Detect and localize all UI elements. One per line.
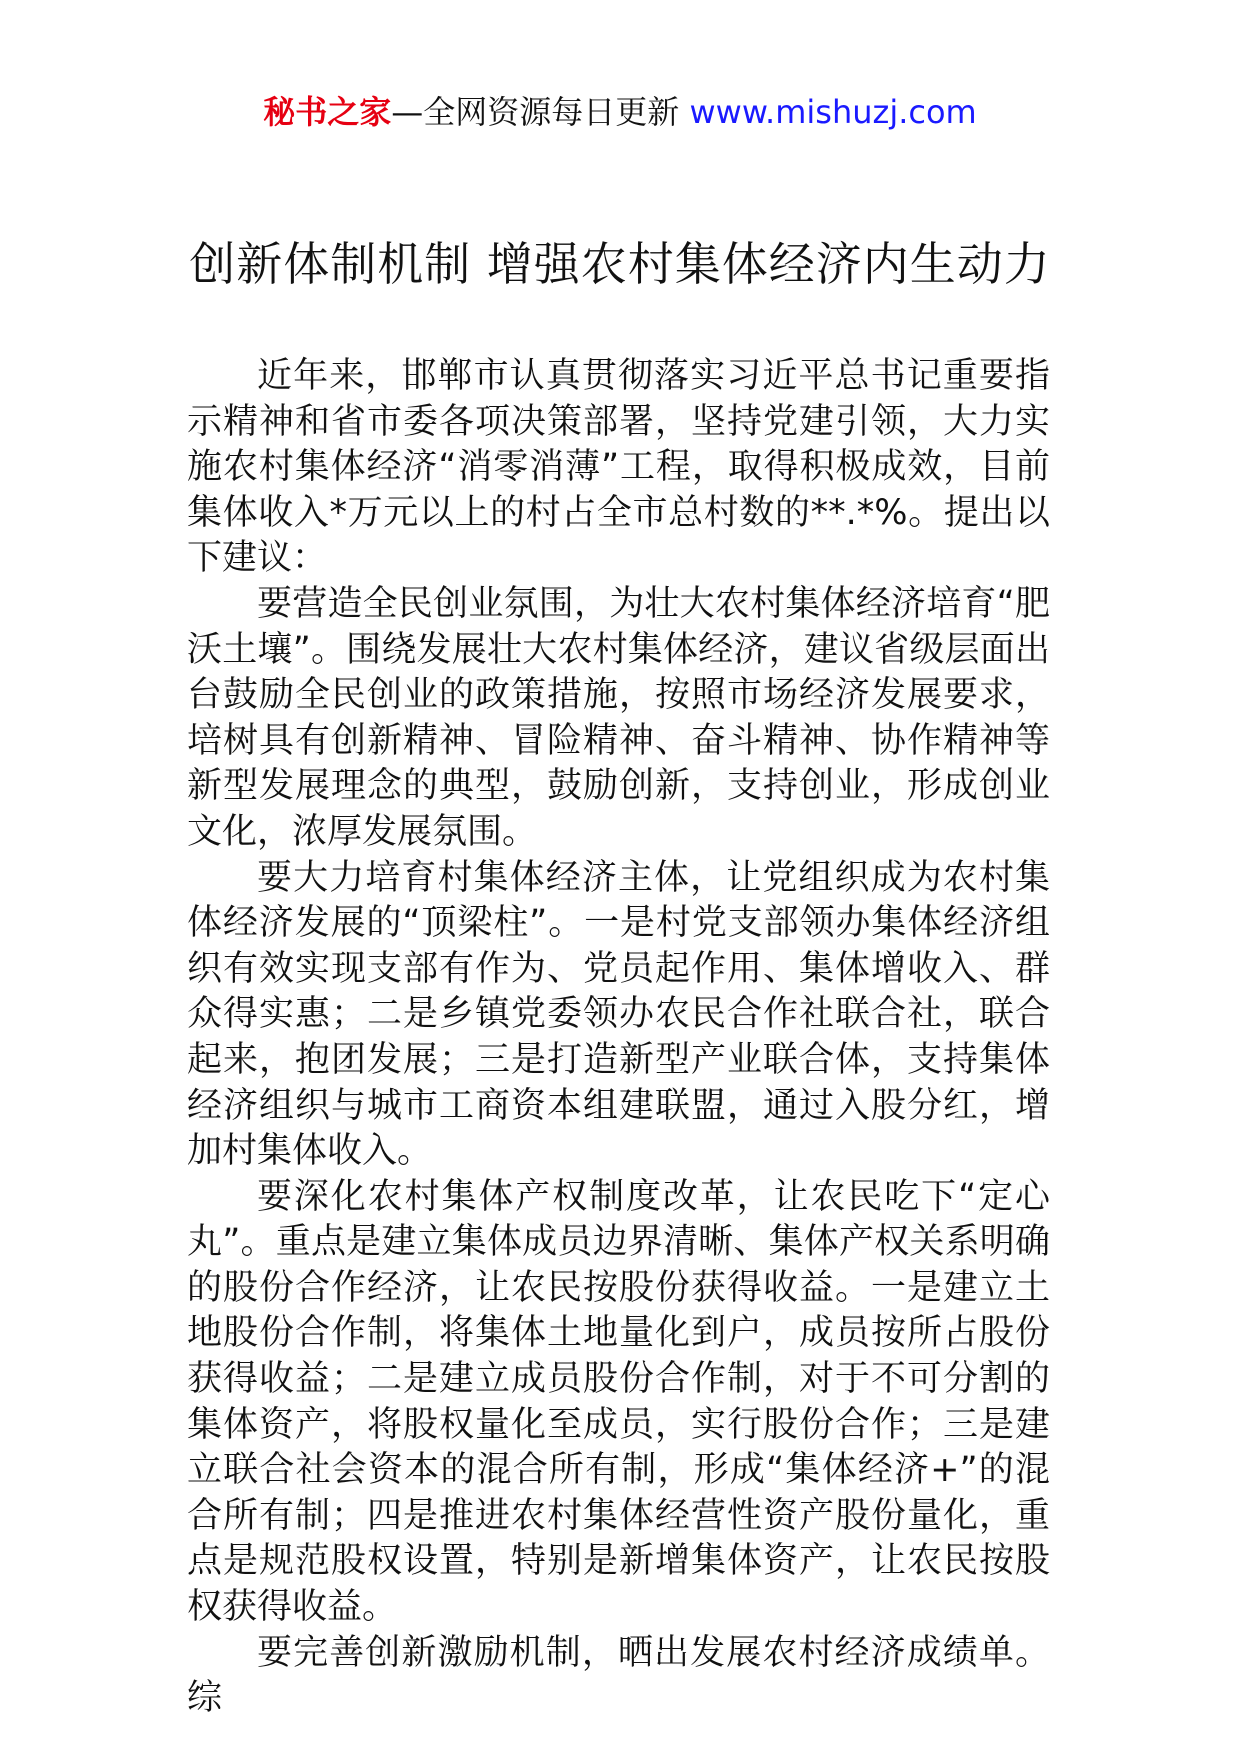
paragraph-collective-economy-entity: 要大力培育村集体经济主体，让党组织成为农村集体经济发展的“顶梁柱”。一是村党支部领办集体经济组织有效实现支部有作为、党员起作用、集体增收入、群众得实惠；二是乡镇党委领办农民合作社联合社，联合起来，抱团发展；三是打造新型产业联合体，支持集体经济组织与城市工商资本组建联盟，通过入股分红，增加村集体收入。 [187,857,1050,1172]
document-title: 创新体制机制 增强农村集体经济内生动力 [189,237,1051,291]
site-brand: 秘书之家 [263,93,392,131]
document-body [187,354,1050,1722]
paragraph-intro: 近年来，邯郸市认真贯彻落实习近平总书记重要指示精神和省市委各项决策部署，坚持党建引领，大力实施农村集体经济“消零消薄”工程，取得积极成效，目前集体收入*万元以上的村占全市总村数的**.*%。提出以下建议： [187,356,1050,579]
site-tagline: —全网资源每日更新 [391,93,690,131]
paragraph-property-rights-reform: 要深化农村集体产权制度改革，让农民吃下“定心丸”。重点是建立集体成员边界清晰、集体产权关系明确的股份合作经济，让农民按股份获得收益。一是建立土地股份合作制，将集体土地量化到户，成员按所占股份获得收益；二是建立成员股份合作制，对于不可分割的集体资产，将股权量化至成员，实行股份合作；三是建立联合社会资本的混合所有制，形成“集体经济+”的混合所有制；四是推进农村集体经营性资产股份量化，重点是规范股权设置，特别是新增集体资产，让农民按股权获得收益。 [187,1176,1050,1628]
paragraph-incentive-mechanism: 要完善创新激励机制，晒出发展农村经济成绩单。综 [187,1632,1050,1719]
site-url[interactable]: www.mishuzj.com [689,93,977,131]
paragraph-entrepreneurship: 要营造全民创业氛围，为壮大农村集体经济培育“肥沃土壤”。围绕发展壮大农村集体经济，建议省级层面出台鼓励全民创业的政策措施，按照市场经济发展要求，培树具有创新精神、冒险精神、奋斗精神、协作精神等新型发展理念的典型，鼓励创新，支持创业，形成创业文化，浓厚发展氛围。 [187,583,1050,852]
site-header [0,92,1240,132]
